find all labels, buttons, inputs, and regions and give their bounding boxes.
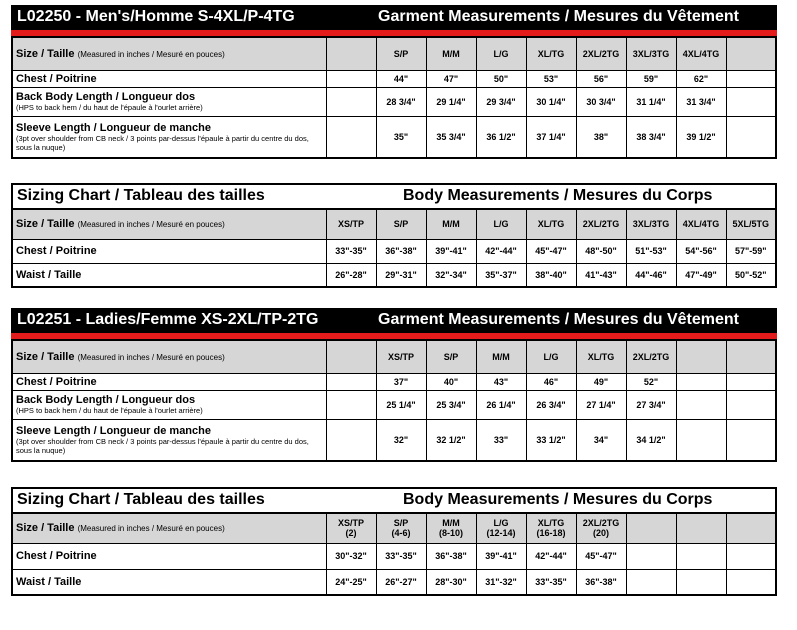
size-numeric: (4-6) [391, 528, 411, 539]
size-header-cell: 2XL/2TG [626, 340, 676, 373]
size-note: (Measured in inches / Mesuré en pouces) [77, 524, 225, 534]
empty-cell [676, 513, 726, 543]
value-cell: 34 1/2" [626, 419, 676, 461]
value-cell: 48"-50" [576, 239, 626, 263]
size-label: Size / Taille [16, 522, 75, 535]
value-cell: 45"-47" [576, 543, 626, 569]
value-cell: 26"-27" [376, 569, 426, 595]
empty-cell [326, 37, 376, 70]
value-cell: 54"-56" [676, 239, 726, 263]
value-cell: 33" [476, 419, 526, 461]
value-cell: 27 3/4" [626, 390, 676, 419]
value-cell: 47" [426, 70, 476, 87]
value-cell: 37 1/4" [526, 116, 576, 158]
value-cell: 47"-49" [676, 263, 726, 287]
row-label-text: Back Body Length / Longueur dos [16, 394, 196, 406]
row-label [12, 390, 326, 419]
table-row [12, 116, 776, 158]
row-label-text: Back Body Length / Longueur dos [16, 91, 196, 103]
table-row [12, 87, 776, 116]
value-cell: 33 1/2" [526, 419, 576, 461]
row-label [12, 116, 326, 158]
value-cell: 27 1/4" [576, 390, 626, 419]
size-header-cell: XS/TP [376, 340, 426, 373]
value-cell: 40" [426, 373, 476, 390]
value-cell: 49" [576, 373, 626, 390]
value-cell: 28"-30" [426, 569, 476, 595]
ladies-body-section [11, 487, 777, 596]
men-garment-section [11, 5, 777, 159]
men-body-subtitle: Body Measurements / Mesures du Corps [403, 187, 713, 204]
row-label-note: (3pt over shoulder from CB neck / 3 points par-dessus l'épaule à partir du centre du dos, sous la nuque) [16, 133, 309, 152]
men-garment-subtitle: Garment Measurements / Mesures du Vêtement [378, 8, 740, 25]
ladies-body-table [11, 512, 777, 596]
size-header-cell: 2XL/2TG [576, 37, 626, 70]
size-header-cell: 4XL/4TG [676, 37, 726, 70]
empty-cell [326, 87, 376, 116]
value-cell: 33"-35" [526, 569, 576, 595]
size-header-cell [576, 513, 626, 543]
value-cell: 34" [576, 419, 626, 461]
size-header-cell: S/P [376, 37, 426, 70]
ladies-garment-subtitle: Garment Measurements / Mesures du Vêtement [378, 311, 740, 328]
value-cell: 59" [626, 70, 676, 87]
row-label [12, 263, 326, 287]
row-label [12, 543, 326, 569]
row-label-note: (3pt over shoulder from CB neck / 3 points par-dessus l'épaule à partir du centre du dos, sous la nuque) [16, 436, 309, 455]
size-numeric: (2) [345, 528, 357, 539]
value-cell: 44"-46" [626, 263, 676, 287]
value-cell: 36"-38" [376, 239, 426, 263]
value-cell: 36"-38" [576, 569, 626, 595]
empty-cell [326, 419, 376, 461]
value-cell: 32 1/2" [426, 419, 476, 461]
men-body-section [11, 183, 777, 288]
row-label-text: Chest / Poitrine [16, 550, 97, 562]
size-header-label [12, 340, 326, 373]
empty-cell [676, 373, 726, 390]
value-cell: 29"-31" [376, 263, 426, 287]
size-header-cell [476, 513, 526, 543]
size-header-cell: 3XL/3TG [626, 209, 676, 239]
size-header-cell: 2XL/2TG [576, 209, 626, 239]
size-header-cell: 4XL/4TG [676, 209, 726, 239]
value-cell: 56" [576, 70, 626, 87]
empty-cell [326, 340, 376, 373]
value-cell: 30 3/4" [576, 87, 626, 116]
ladies-garment-header [11, 308, 777, 333]
value-cell: 37" [376, 373, 426, 390]
ladies-garment-table [11, 339, 777, 462]
size-header-cell: XL/TG [576, 340, 626, 373]
row-label-text: Chest / Poitrine [16, 375, 97, 388]
value-cell: 42"-44" [476, 239, 526, 263]
value-cell: 31"-32" [476, 569, 526, 595]
size-header-row [12, 209, 776, 239]
row-label-text: Sleeve Length / Longueur de manche [16, 121, 211, 134]
value-cell: 32"-34" [426, 263, 476, 287]
value-cell: 44" [376, 70, 426, 87]
empty-cell [726, 569, 776, 595]
row-label [12, 87, 326, 116]
empty-cell [626, 513, 676, 543]
size-numeric: (16-18) [536, 528, 566, 539]
size-header-cell: L/G [476, 209, 526, 239]
size-header-cell: M/M [476, 340, 526, 373]
size-header-cell [426, 513, 476, 543]
size-header-cell: XL/TG [526, 209, 576, 239]
empty-cell [726, 87, 776, 116]
value-cell: 39"-41" [426, 239, 476, 263]
table-row [12, 390, 776, 419]
size-header-cell: L/G [476, 37, 526, 70]
size-header-row [12, 513, 776, 543]
size-header-cell: S/P [376, 209, 426, 239]
row-label [12, 373, 326, 390]
value-cell: 36 1/2" [476, 116, 526, 158]
empty-cell [726, 419, 776, 461]
value-cell: 25 3/4" [426, 390, 476, 419]
size-header-cell [526, 513, 576, 543]
value-cell: 57"-59" [726, 239, 776, 263]
ladies-body-header [11, 487, 777, 512]
size-name: 2XL/2TG [582, 518, 620, 529]
empty-cell [726, 340, 776, 373]
size-name: XS/TP [337, 518, 364, 529]
value-cell: 33"-35" [326, 239, 376, 263]
value-cell: 46" [526, 373, 576, 390]
value-cell: 28 3/4" [376, 87, 426, 116]
ladies-garment-title: L02251 - Ladies/Femme XS-2XL/TP-2TG [17, 311, 319, 328]
size-header-label [12, 513, 326, 543]
empty-cell [676, 419, 726, 461]
size-header-cell: M/M [426, 209, 476, 239]
value-cell: 50" [476, 70, 526, 87]
empty-cell [326, 70, 376, 87]
ladies-body-subtitle: Body Measurements / Mesures du Corps [403, 491, 713, 508]
size-name: L/G [493, 518, 509, 529]
men-body-table [11, 208, 777, 288]
size-header-cell: S/P [426, 340, 476, 373]
value-cell: 24"-25" [326, 569, 376, 595]
empty-cell [726, 116, 776, 158]
size-numeric: (20) [592, 528, 609, 539]
empty-cell [676, 569, 726, 595]
table-row [12, 239, 776, 263]
size-label: Size / Taille [16, 47, 75, 60]
empty-cell [626, 569, 676, 595]
empty-cell [626, 543, 676, 569]
row-label-text: Waist / Taille [16, 268, 82, 281]
size-numeric: (8-10) [438, 528, 463, 539]
row-label [12, 569, 326, 595]
empty-cell [726, 37, 776, 70]
men-garment-table [11, 36, 777, 159]
size-header-row [12, 37, 776, 70]
size-header-cell: M/M [426, 37, 476, 70]
value-cell: 29 1/4" [426, 87, 476, 116]
value-cell: 33"-35" [376, 543, 426, 569]
size-name: S/P [393, 518, 409, 529]
value-cell: 51"-53" [626, 239, 676, 263]
size-header-cell: XS/TP [326, 209, 376, 239]
men-body-header [11, 183, 777, 208]
size-header-cell: L/G [526, 340, 576, 373]
table-row [12, 569, 776, 595]
value-cell: 32" [376, 419, 426, 461]
value-cell: 50"-52" [726, 263, 776, 287]
empty-cell [676, 340, 726, 373]
table-row [12, 70, 776, 87]
row-label-text: Chest / Poitrine [16, 245, 97, 257]
empty-cell [726, 513, 776, 543]
size-name: M/M [442, 518, 460, 529]
size-numeric: (12-14) [486, 528, 516, 539]
row-label [12, 239, 326, 263]
size-note: (Measured in inches / Mesuré en pouces) [77, 352, 225, 362]
value-cell: 30"-32" [326, 543, 376, 569]
value-cell: 43" [476, 373, 526, 390]
row-label-note: (HPS to back hem / du haut de l'épaule à l'ourlet arrière) [16, 406, 203, 415]
value-cell: 41"-43" [576, 263, 626, 287]
row-label [12, 419, 326, 461]
row-label [12, 70, 326, 87]
value-cell: 35 3/4" [426, 116, 476, 158]
size-note: (Measured in inches / Mesuré en pouces) [77, 220, 225, 230]
size-header-cell [326, 513, 376, 543]
size-header-cell: XL/TG [526, 37, 576, 70]
value-cell: 31 1/4" [626, 87, 676, 116]
ladies-body-title: Sizing Chart / Tableau des tailles [17, 491, 265, 508]
value-cell: 30 1/4" [526, 87, 576, 116]
value-cell: 38"-40" [526, 263, 576, 287]
size-note: (Measured in inches / Mesuré en pouces) [77, 49, 225, 59]
value-cell: 35"-37" [476, 263, 526, 287]
table-row [12, 543, 776, 569]
value-cell: 26"-28" [326, 263, 376, 287]
value-cell: 31 3/4" [676, 87, 726, 116]
empty-cell [726, 390, 776, 419]
row-label-text: Waist / Taille [16, 575, 82, 588]
size-header-cell [376, 513, 426, 543]
size-label: Size / Taille [16, 218, 75, 231]
value-cell: 45"-47" [526, 239, 576, 263]
size-name: XL/TG [537, 518, 565, 529]
empty-cell [676, 543, 726, 569]
value-cell: 38" [576, 116, 626, 158]
size-label: Size / Taille [16, 350, 75, 363]
value-cell: 39"-41" [476, 543, 526, 569]
row-label-text: Sleeve Length / Longueur de manche [16, 424, 211, 437]
men-body-title: Sizing Chart / Tableau des tailles [17, 187, 265, 204]
size-header-cell: 5XL/5TG [726, 209, 776, 239]
value-cell: 36"-38" [426, 543, 476, 569]
row-label-note: (HPS to back hem / du haut de l'épaule à l'ourlet arrière) [16, 103, 203, 112]
empty-cell [326, 116, 376, 158]
value-cell: 39 1/2" [676, 116, 726, 158]
table-row [12, 419, 776, 461]
empty-cell [326, 373, 376, 390]
empty-cell [726, 543, 776, 569]
size-header-label [12, 209, 326, 239]
ladies-garment-section [11, 308, 777, 462]
value-cell: 52" [626, 373, 676, 390]
table-row [12, 263, 776, 287]
size-header-cell: 3XL/3TG [626, 37, 676, 70]
value-cell: 25 1/4" [376, 390, 426, 419]
value-cell: 26 1/4" [476, 390, 526, 419]
men-garment-header [11, 5, 777, 30]
size-header-row [12, 340, 776, 373]
value-cell: 53" [526, 70, 576, 87]
value-cell: 35" [376, 116, 426, 158]
table-row [12, 373, 776, 390]
empty-cell [726, 70, 776, 87]
value-cell: 26 3/4" [526, 390, 576, 419]
empty-cell [676, 390, 726, 419]
empty-cell [726, 373, 776, 390]
value-cell: 62" [676, 70, 726, 87]
value-cell: 38 3/4" [626, 116, 676, 158]
row-label-text: Chest / Poitrine [16, 72, 97, 85]
empty-cell [326, 390, 376, 419]
value-cell: 42"-44" [526, 543, 576, 569]
size-header-label [12, 37, 326, 70]
men-garment-title: L02250 - Men's/Homme S-4XL/P-4TG [17, 8, 295, 25]
value-cell: 29 3/4" [476, 87, 526, 116]
